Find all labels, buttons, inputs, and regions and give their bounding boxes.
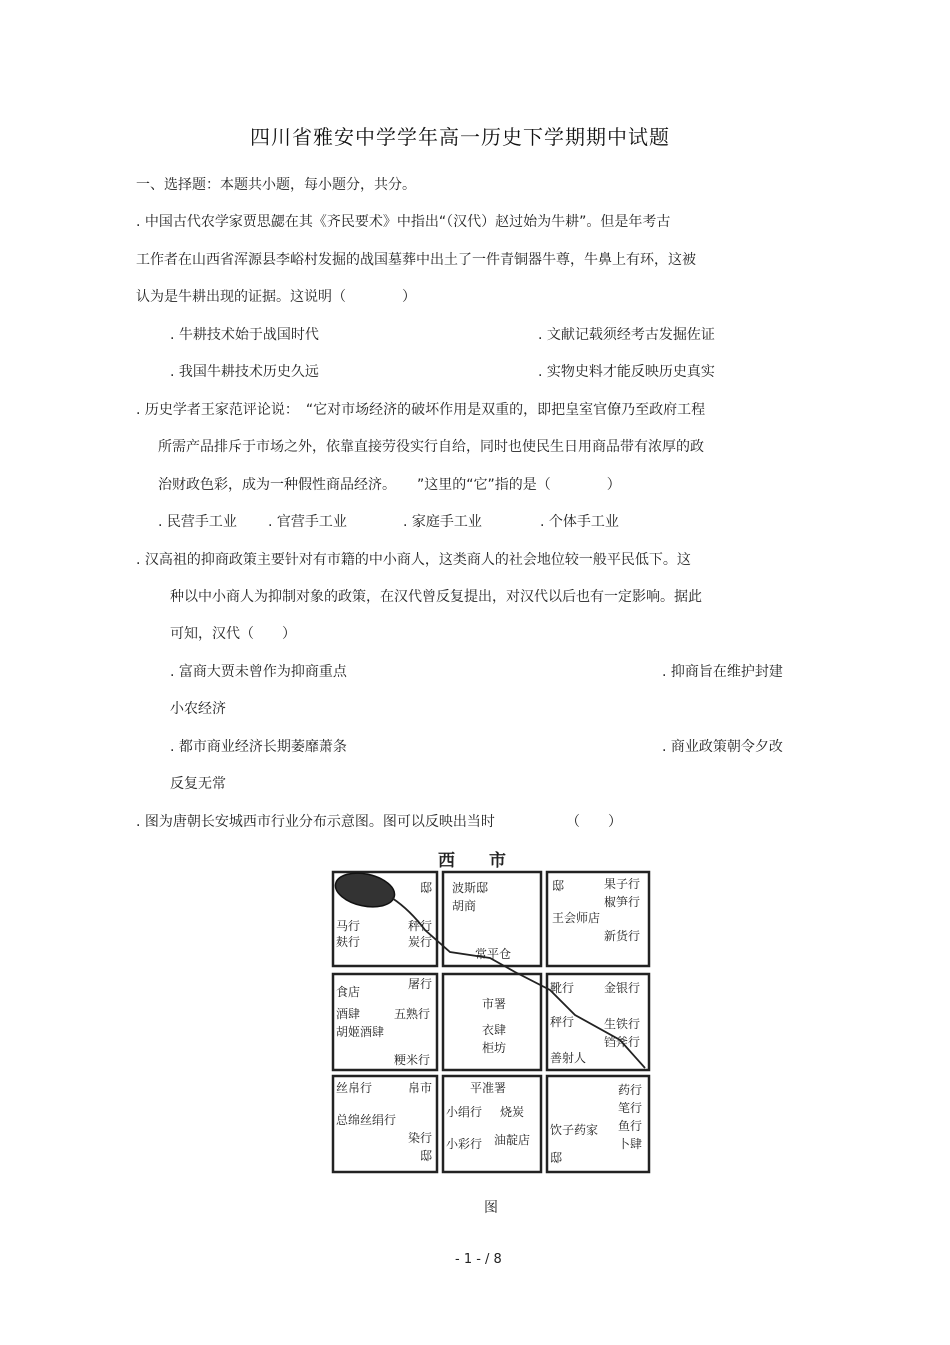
block-center [443, 974, 541, 1070]
q3-option-b-cont: 小农经济 [170, 701, 226, 717]
label-b6-2: 秤行 [550, 1015, 575, 1029]
label-b9-5: 邸 [550, 1151, 563, 1165]
label-b1-4: 炭行 [408, 935, 433, 949]
label-b9-4: 卜肆 [618, 1137, 643, 1151]
q2-option-a: . 民营手工业 [158, 514, 237, 530]
q1-line2: 工作者在山西省浑源县李峪村发掘的战国墓葬中出土了一件青铜器牛尊，牛鼻上有环，这被 [136, 252, 696, 268]
label-b6-4: 铛斧行 [604, 1035, 641, 1049]
q3-line2: 种以中小商人为抑制对象的政策，在汉代曾反复提出，对汉代以后也有一定影响。据此 [170, 589, 702, 605]
q2-line2: 所需产品排斥于市场之外，依靠直接劳役实行自给，同时也使民生日用商品带有浓厚的政 [158, 439, 704, 455]
west-market-map [320, 840, 660, 1180]
label-b1-1: 马行 [336, 919, 361, 933]
label-b7-3: 染行 [408, 1131, 433, 1145]
q1-line1: . 中国古代农学家贾思勰在其《齐民要术》中指出“（汉代）赵过始为牛耕”。但是年考古 [136, 214, 671, 230]
label-b1-0: 邸 [420, 881, 433, 895]
label-b6-5: 善射人 [550, 1051, 587, 1065]
q1-option-c: . 我国牛耕技术历史久远 [170, 364, 319, 380]
label-b6-3: 生铁行 [604, 1017, 641, 1031]
q1-option-b: . 文献记载须经考古发掘佐证 [538, 327, 715, 343]
q1-option-d: . 实物史料才能反映历史真实 [538, 364, 715, 380]
label-b7-4: 邸 [420, 1149, 433, 1163]
q4-answer-paren: （ ） [566, 814, 622, 830]
label-b6-0: 靴行 [550, 981, 575, 995]
q3-option-a: . 富商大贾未曾作为抑商重点 [170, 664, 347, 680]
label-b8-4: 油靛店 [494, 1133, 531, 1147]
label-b7-2: 总绵丝绢行 [336, 1113, 397, 1127]
pond-shape [332, 868, 397, 912]
label-b6-1: 金银行 [604, 981, 641, 995]
label-b1-2: 麸行 [336, 935, 361, 949]
label-b8-2: 烧炭 [500, 1105, 525, 1119]
page-title: 四川省雅安中学学年高一历史下学期期中试题 [250, 125, 670, 149]
q3-option-c: . 都市商业经济长期萎靡萧条 [170, 739, 347, 755]
label-b4-4: 胡姬酒肆 [336, 1025, 385, 1039]
label-b4-3: 五熟行 [394, 1007, 431, 1021]
label-b4-0: 屠行 [408, 977, 433, 991]
section-heading: 一、选择题：本题共小题，每小题分，共分。 [136, 177, 416, 193]
label-b5-1: 衣肆 [482, 1023, 507, 1037]
page-number: - 1 - / 8 [455, 1252, 502, 1267]
label-b7-0: 丝帛行 [336, 1081, 373, 1095]
label-b8-0: 平准署 [470, 1081, 507, 1095]
label-b4-2: 酒肆 [336, 1007, 361, 1021]
label-b4-5: 粳米行 [394, 1053, 431, 1067]
label-b7-1: 帛市 [408, 1081, 433, 1095]
label-b3-3: 王会师店 [552, 911, 601, 925]
q2-line3: 治财政色彩，成为一种假性商品经济。 ”这里的“它”指的是（ ） [158, 477, 621, 493]
label-b8-1: 小绢行 [446, 1105, 483, 1119]
label-b3-4: 新货行 [604, 929, 641, 943]
label-b4-1: 食店 [336, 985, 361, 999]
label-b5-0: 市署 [482, 997, 507, 1011]
label-b9-2: 饮子药家 [550, 1123, 599, 1137]
q1-line3: 认为是牛耕出现的证据。这说明（ ） [136, 289, 416, 305]
q2-option-d: . 个体手工业 [540, 514, 619, 530]
label-b1-3: 秤行 [408, 919, 433, 933]
label-b3-2: 椒笋行 [604, 895, 641, 909]
label-b8-3: 小彩行 [446, 1137, 483, 1151]
label-b2-1: 胡商 [452, 899, 477, 913]
label-b3-0: 邸 [552, 879, 565, 893]
q3-line3: 可知，汉代（ ） [170, 626, 296, 642]
q4-line1: . 图为唐朝长安城西市行业分布示意图。图可以反映出当时 [136, 814, 495, 830]
figure-caption: 图 [484, 1200, 498, 1216]
q1-option-a: . 牛耕技术始于战国时代 [170, 327, 319, 343]
q2-option-c: . 家庭手工业 [403, 514, 482, 530]
q3-option-d: . 商业政策朝令夕改 [662, 739, 783, 755]
q3-option-b: . 抑商旨在维护封建 [662, 664, 783, 680]
label-b3-1: 果子行 [604, 877, 641, 891]
label-b9-3: 鱼行 [618, 1119, 643, 1133]
q2-option-b: . 官营手工业 [268, 514, 347, 530]
q2-line1: . 历史学者王家范评论说： “它对市场经济的破坏作用是双重的，即把皇室官僚乃至政府工程 [136, 402, 706, 418]
q3-option-d-cont: 反复无常 [170, 776, 226, 792]
label-b9-0: 药行 [618, 1083, 643, 1097]
map-heading: 西 市 [438, 851, 506, 871]
label-b2-2: 常平仓 [475, 947, 512, 961]
label-b5-2: 柜坊 [482, 1041, 507, 1055]
label-b2-0: 波斯邸 [452, 881, 489, 895]
q3-line1: . 汉高祖的抑商政策主要针对有市籍的中小商人，这类商人的社会地位较一般平民低下。这 [136, 552, 691, 568]
label-b9-1: 笔行 [618, 1101, 643, 1115]
